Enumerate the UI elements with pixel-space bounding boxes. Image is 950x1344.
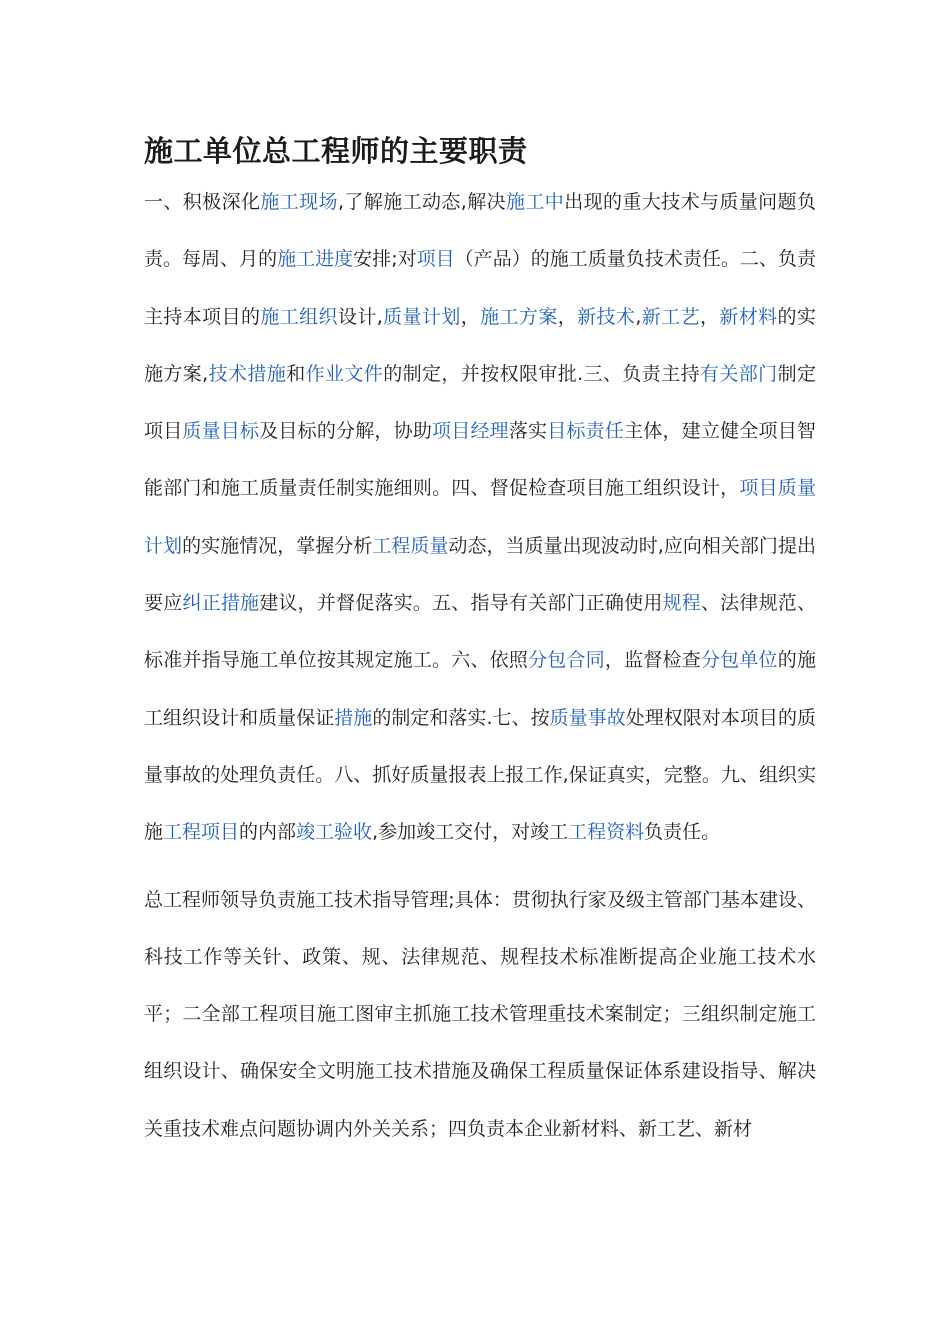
body-text: ,参加竣工交付，对竣工 [372,821,569,844]
keyword-link[interactable]: 技术措施 [208,362,287,385]
body-text: 及目标的分解，协助 [259,420,433,443]
keyword-link[interactable]: 施工进度 [277,248,354,271]
body-text: ， [699,305,720,328]
keyword-link[interactable]: 工程质量 [372,534,449,557]
body-text: 制定项目 [144,362,816,443]
body-text: 出现的重大技术与质量问题负责。每周、月的 [144,191,816,271]
body-text: 的施工组织设计和质量保证 [144,649,816,729]
keyword-link[interactable]: 新技术 [577,305,636,328]
keyword-link[interactable]: 规程 [662,592,701,615]
keyword-link[interactable]: 质量事故 [549,706,626,729]
keyword-link[interactable]: 工程项目 [163,821,240,844]
keyword-link[interactable]: 纠正措施 [182,592,260,615]
keyword-link[interactable]: 施工中 [506,191,565,213]
body-text: , [635,305,642,328]
body-paragraph [144,872,816,1158]
body-text: ， [557,305,578,328]
body-text: ，监督检查 [604,649,701,672]
body-paragraph [144,174,816,862]
body-text: ,了解施工动态,解决 [337,191,507,213]
keyword-link[interactable]: 有关部门 [699,362,778,385]
keyword-link[interactable]: 项目 [416,248,455,271]
keyword-link[interactable]: 施工现场 [260,191,338,213]
keyword-link[interactable]: 新工艺 [641,305,700,328]
body-text: （产品）的施工质量负技术责任。二、负责主持本项目的 [144,248,816,328]
body-text: 的实施方案, [144,305,816,385]
body-text: 一、积极深化 [144,191,261,213]
body-text: 建议，并督促落实。五、指导有关部门正确使用 [259,592,663,615]
document-title: 施工单位总工程师的主要职责 [144,134,528,168]
keyword-link[interactable]: 分包合同 [528,649,605,672]
keyword-link[interactable]: 施工组织 [260,305,338,328]
keyword-link[interactable]: 措施 [334,706,373,729]
keyword-link[interactable]: 目标责任 [547,420,625,443]
body-text: 负责任。 [644,821,721,844]
body-text: 处理权限对本项目的质量事故的处理负责任。八、抓好质量报表上报工作,保证真实，完整。九、组织实施 [144,706,816,844]
keyword-link[interactable]: 竣工验收 [296,821,373,844]
body-text: 总工程师领导负责施工技术指导管理;具体：贯彻执行家及级主管部门基本建设、科技工作等关针、政策、规、法律规范、规程技术标准断提高企业施工技术水平；二全部工程项目施工图审主抓施工技术管理重技术案制定；三组织制定施工组织设计、确保安全文明施工技术措施及确保工程质量保证体系建设指导、解决关重技术难点问题协调内外关关系；四负责本企业新材料、新工艺、新材 [144,888,816,1140]
body-text: 和 [286,362,306,385]
body-text: 的内部 [239,821,297,844]
keyword-link[interactable]: 质量目标 [182,420,260,443]
document-body [144,174,816,1158]
keyword-link[interactable]: 质量计划 [382,305,461,328]
body-text: 的制定，并按权限审批.三、负责主持 [383,362,700,385]
body-text: 动态，当质量出现波动时,应向相关部门提出要应 [144,534,816,615]
keyword-link[interactable]: 项目质量计划 [144,477,816,557]
keyword-link[interactable]: 项目经理 [432,420,509,443]
body-text: 主体，建立健全项目智能部门和施工质量责任制实施细则。四、督促检查项目施工组织设计， [144,420,816,500]
body-text: 设计, [337,305,383,328]
keyword-link[interactable]: 工程资料 [568,821,645,844]
body-text: 安排;对 [353,248,417,271]
keyword-link[interactable]: 施工方案 [480,305,558,328]
body-text: 的制定和落实.七、按 [372,706,550,729]
body-text: ， [460,305,481,328]
body-text: 、法律规范、标准并指导施工单位按其规定施工。六、依照 [144,592,816,672]
document-page [144,128,816,1158]
body-text: 落实 [508,420,548,443]
keyword-link[interactable]: 新材料 [719,305,778,328]
keyword-link[interactable]: 分包单位 [700,649,778,672]
keyword-link[interactable]: 作业文件 [305,362,384,385]
body-text: 的实施情况，掌握分析 [182,534,373,557]
